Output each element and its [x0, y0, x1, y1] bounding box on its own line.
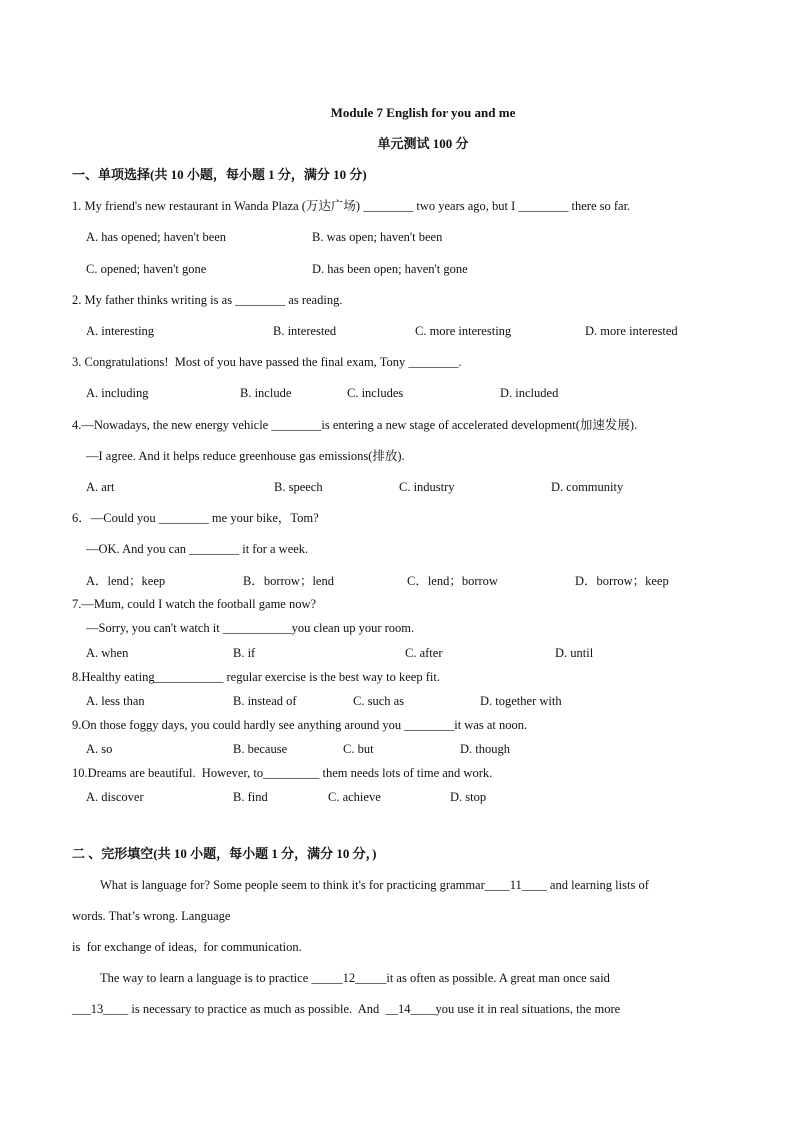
- question-stem: 7.—Mum, could I watch the football game now?: [72, 597, 317, 611]
- section-heading-multiple-choice: 一、单项选择(共 10 小题，每小题 1 分，满分 10 分): [72, 167, 367, 182]
- question-stem: 2. My father thinks writing is as ________ as reading.: [72, 293, 343, 307]
- question-stem: 3. Congratulations! Most of you have passed the final exam, Tony ________.: [72, 355, 462, 369]
- option-b: B. interested: [273, 324, 337, 338]
- option-c: C. industry: [399, 480, 455, 494]
- option-c: C. such as: [353, 694, 405, 708]
- document-subtitle: 单元测试 100 分: [377, 136, 469, 151]
- option-a: A. less than: [86, 694, 145, 708]
- option-d: D．borrow；keep: [575, 574, 669, 588]
- option-a: A. so: [86, 742, 113, 756]
- option-d: D. community: [551, 480, 624, 494]
- question-stem: 9.On those foggy days, you could hardly see anything around you ________it was at noon.: [72, 718, 528, 732]
- option-d: D. though: [460, 742, 510, 756]
- question-stem: 8.Healthy eating___________ regular exercise is the best way to keep fit.: [72, 670, 440, 684]
- passage-line: The way to learn a language is to practice _____12_____it as often as possible. A great man once said: [100, 971, 610, 985]
- option-b: B. instead of: [233, 694, 297, 708]
- option-b: B. include: [240, 386, 292, 400]
- option-d: D. included: [500, 386, 559, 400]
- option-a: A. interesting: [86, 324, 155, 338]
- option-c: C. opened; haven't gone: [86, 262, 207, 276]
- option-d: D. until: [555, 646, 594, 660]
- passage-line: words. That’s wrong. Language: [72, 909, 231, 923]
- question-stem: 10.Dreams are beautiful. However, to_________ them needs lots of time and work.: [72, 766, 493, 780]
- question-stem: 6．—Could you ________ me your bike，Tom?: [72, 511, 319, 525]
- section-heading-cloze: 二 、完形填空(共 10 小题，每小题 1 分，满分 10 分，): [72, 846, 377, 861]
- option-a: A. when: [86, 646, 129, 660]
- question-response: —OK. And you can ________ it for a week.: [86, 542, 309, 556]
- option-a: A. discover: [86, 790, 144, 804]
- option-b: B. was open; haven't been: [312, 230, 443, 244]
- document-title: Module 7 English for you and me: [330, 105, 516, 120]
- option-d: D. stop: [450, 790, 487, 804]
- question-stem: 4.—Nowadays, the new energy vehicle ________is entering a new stage of accelerated development(加速发展).: [72, 418, 638, 432]
- option-b: B．borrow；lend: [243, 574, 334, 588]
- option-b: B. because: [233, 742, 288, 756]
- option-c: C．lend；borrow: [407, 574, 498, 588]
- option-a: A．lend；keep: [86, 574, 166, 588]
- option-d: D. more interested: [585, 324, 678, 338]
- option-c: C. includes: [347, 386, 404, 400]
- question-response: —I agree. And it helps reduce greenhouse gas emissions(排放).: [86, 449, 405, 463]
- question-response: —Sorry, you can't watch it ___________you clean up your room.: [86, 621, 415, 635]
- passage-line: is for exchange of ideas, for communication.: [72, 940, 302, 954]
- option-c: C. after: [405, 646, 443, 660]
- option-a: A. has opened; haven't been: [86, 230, 227, 244]
- option-c: C. but: [343, 742, 374, 756]
- option-b: B. find: [233, 790, 268, 804]
- option-b: B. speech: [274, 480, 323, 494]
- passage-line: What is language for? Some people seem to think it's for practicing grammar____11____ and learning lists of: [100, 878, 649, 892]
- option-c: C. more interesting: [415, 324, 512, 338]
- option-c: C. achieve: [328, 790, 381, 804]
- option-a: A. art: [86, 480, 115, 494]
- passage-line: ___13____ is necessary to practice as much as possible. And __14____you use it in real situations, the more: [72, 1002, 621, 1016]
- option-b: B. if: [233, 646, 256, 660]
- option-d: D. has been open; haven't gone: [312, 262, 468, 276]
- question-stem: 1. My friend's new restaurant in Wanda Plaza (万达广场) ________ two years ago, but I ________ there so far.: [72, 199, 631, 213]
- option-d: D. together with: [480, 694, 562, 708]
- option-a: A. including: [86, 386, 149, 400]
